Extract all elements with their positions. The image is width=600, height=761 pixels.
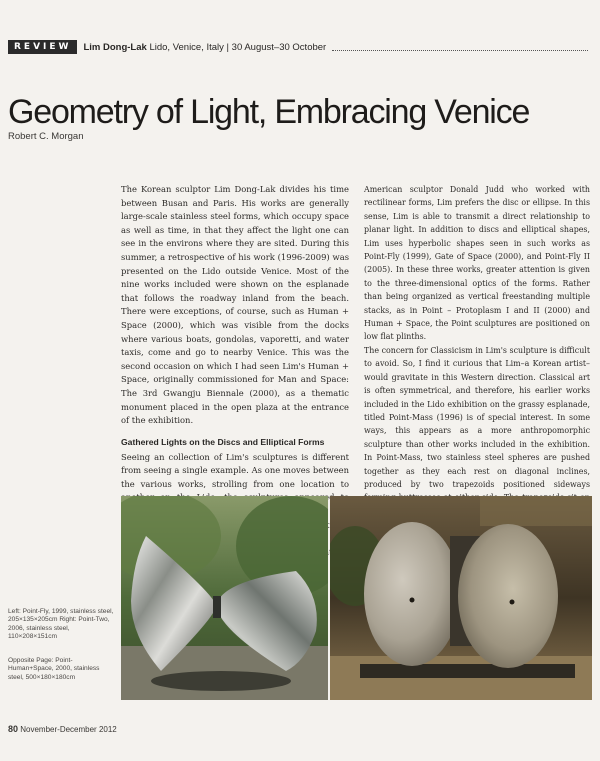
exhibition-details: Lido, Venice, Italy | 30 August–30 October xyxy=(149,41,327,53)
caption-photos: Left: Point-Fly, 1999, stainless steel, 205×135×205cm Right: Point-Two, 2006, stainless steel, 110×208×151cm xyxy=(8,608,114,641)
folio xyxy=(8,724,117,734)
subheading: Gathered Lights on the Discs and Elliptical Forms xyxy=(121,436,325,447)
header-rule xyxy=(332,44,588,51)
paragraph: The Korean sculptor Lim Dong-Lak divides his time between Busan and Paris. His works are generally large-scale stainless steel forms, which occupy space as well as time, in that they affect the light one can see in the environs where they are sited. During this summer, a retrospective of his work (1996-2009) was presented on the Lido outside Venice. Most of the nine works included were shown on the esplanade that follows the roadway inland from the beach. There were exceptions, of course, such as Human + Space (2000), which was visible from the docks where various boats, gondolas, vaporetti, and water taxis, come and go to nearby Venice. This was the second occasion on which I had seen Lim's Human + Space, originally commissioned for Man and Space: The 3rd Gwangju Biennale (2000), as a thematic monument placed in the open plaza at the entrance of the exhibition. xyxy=(121,184,349,426)
article-title: Geometry of Light, Embracing Venice xyxy=(8,93,530,131)
sculpture-image xyxy=(121,496,328,700)
paragraph: American sculptor Donald Judd who worked with rectilinear forms, Lim prefers the disc or ellipse. In this sense, Lim is able to transmit a direct relationship to planar light. In addition to discs and elliptical shapes, Lim uses hyperbolic shapes seen in such works as Point-Fly (1999), Gate of Space (2000), and Point-Fly II (2005). In these three works, greater attention is given to the three-dimensional optics of the forms. Rather than being organized as vertical freestanding multiple stacks, as in Point – Protoplasm I and II (2000) and Human + Space, the Point sculptures are positioned on low flat plinths. xyxy=(364,185,590,342)
section-header xyxy=(8,40,588,54)
issue-date: November-December 2012 xyxy=(20,725,117,734)
header-info xyxy=(83,42,326,53)
paragraph: The concern for Classicism in Lim's sculpture is difficult to avoid. So, I find it curious that Lim–a Korean artist–would gravitate in this Western direction. Classical art is often symmetrical, and therefore, his earlier works included in the Lido exhibition on the grassy esplanade, titled Point-Mass (1996) is of special interest. In some ways, this appears as a more anthropomorphic sculpture than other works included in the exhibition. In Point-Mass, two stainless steel spheres are pushed together as they each rest on diagonal inclines, produced by two trapezoids positioned sideways xyxy=(364,345,590,489)
page-number: 80 xyxy=(8,724,19,734)
photo-point-fly xyxy=(121,496,328,700)
sculpture-image xyxy=(330,496,592,700)
photo-point-two xyxy=(330,496,592,700)
byline: Robert C. Morgan xyxy=(8,131,84,142)
section-label: REVIEW xyxy=(8,40,77,54)
paragraph: Seeing an collection of Lim's sculptures is different from seeing a single example. As one moves between the various works, strolling from one location to xyxy=(121,451,349,489)
caption-opposite-page: Opposite Page: Point-Human+Space, 2000, stainless steel, 500×180×180cm xyxy=(8,657,100,681)
artist-name: Lim Dong-Lak xyxy=(83,41,147,53)
